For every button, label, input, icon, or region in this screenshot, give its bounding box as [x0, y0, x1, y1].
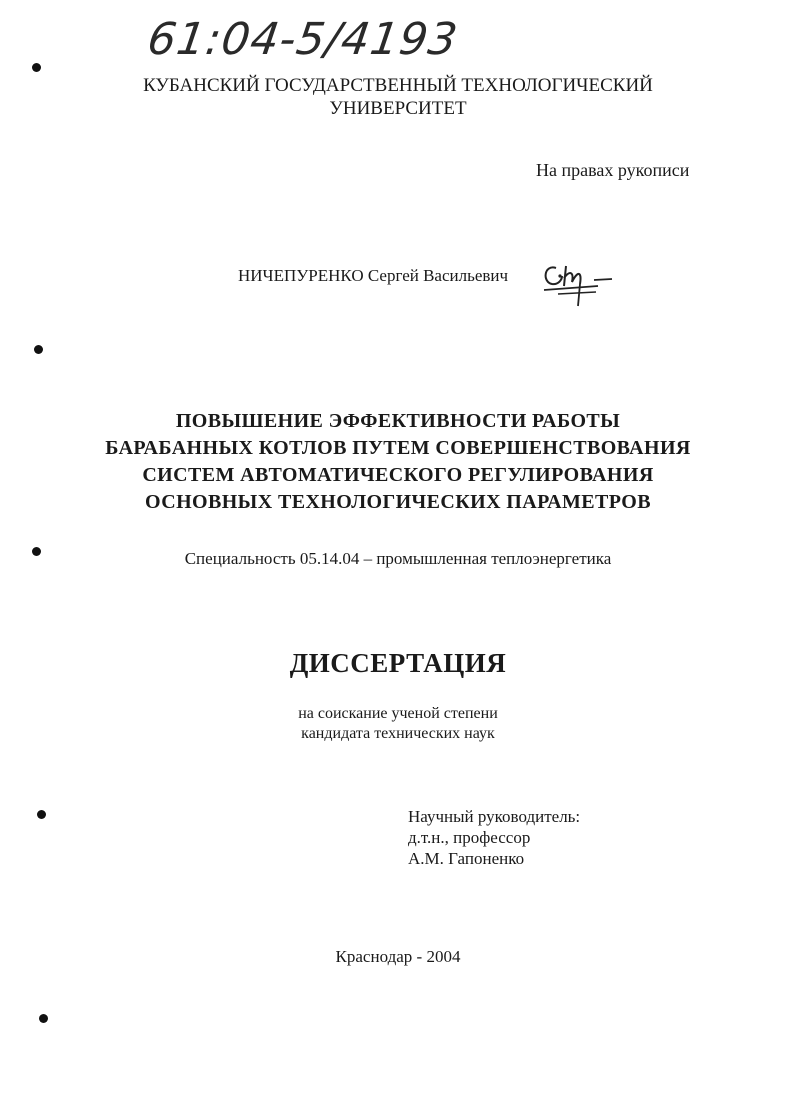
binding-hole	[37, 810, 46, 819]
advisor-line: А.М. Гапоненко	[408, 849, 525, 868]
dissertation-title	[0, 408, 796, 516]
title-line: ОСНОВНЫХ ТЕХНОЛОГИЧЕСКИХ ПАРАМЕТРОВ	[145, 491, 651, 513]
university-name	[0, 74, 796, 120]
advisor-line: д.т.н., профессор	[408, 828, 531, 847]
degree-line: кандидата технических наук	[301, 725, 495, 742]
city-year: Краснодар - 2004	[335, 947, 461, 966]
signature-icon	[538, 258, 618, 315]
binding-hole	[34, 345, 43, 354]
specialty: Специальность 05.14.04 – промышленная теплоэнергетика	[184, 549, 612, 568]
scientific-advisor	[408, 806, 580, 869]
archive-code: 61:04-5/4193	[144, 14, 462, 65]
university-line: КУБАНСКИЙ ГОСУДАРСТВЕННЫЙ ТЕХНОЛОГИЧЕСКИЙ	[143, 75, 653, 96]
author-name: НИЧЕПУРЕНКО Сергей Васильевич	[238, 266, 509, 285]
advisor-line: Научный руководитель:	[408, 807, 581, 826]
document-type: ДИССЕРТАЦИЯ	[289, 648, 507, 678]
binding-hole	[39, 1014, 48, 1023]
rights-note: На правах рукописи	[536, 160, 690, 180]
title-line: БАРАБАННЫХ КОТЛОВ ПУТЕМ СОВЕРШЕНСТВОВАНИЯ	[105, 437, 691, 459]
degree-line: на соискание ученой степени	[298, 705, 498, 722]
title-line: СИСТЕМ АВТОМАТИЧЕСКОГО РЕГУЛИРОВАНИЯ	[142, 464, 654, 486]
title-line: ПОВЫШЕНИЕ ЭФФЕКТИВНОСТИ РАБОТЫ	[175, 410, 621, 432]
degree-sought	[0, 704, 796, 744]
binding-hole	[32, 63, 41, 72]
university-line: УНИВЕРСИТЕТ	[329, 98, 467, 119]
